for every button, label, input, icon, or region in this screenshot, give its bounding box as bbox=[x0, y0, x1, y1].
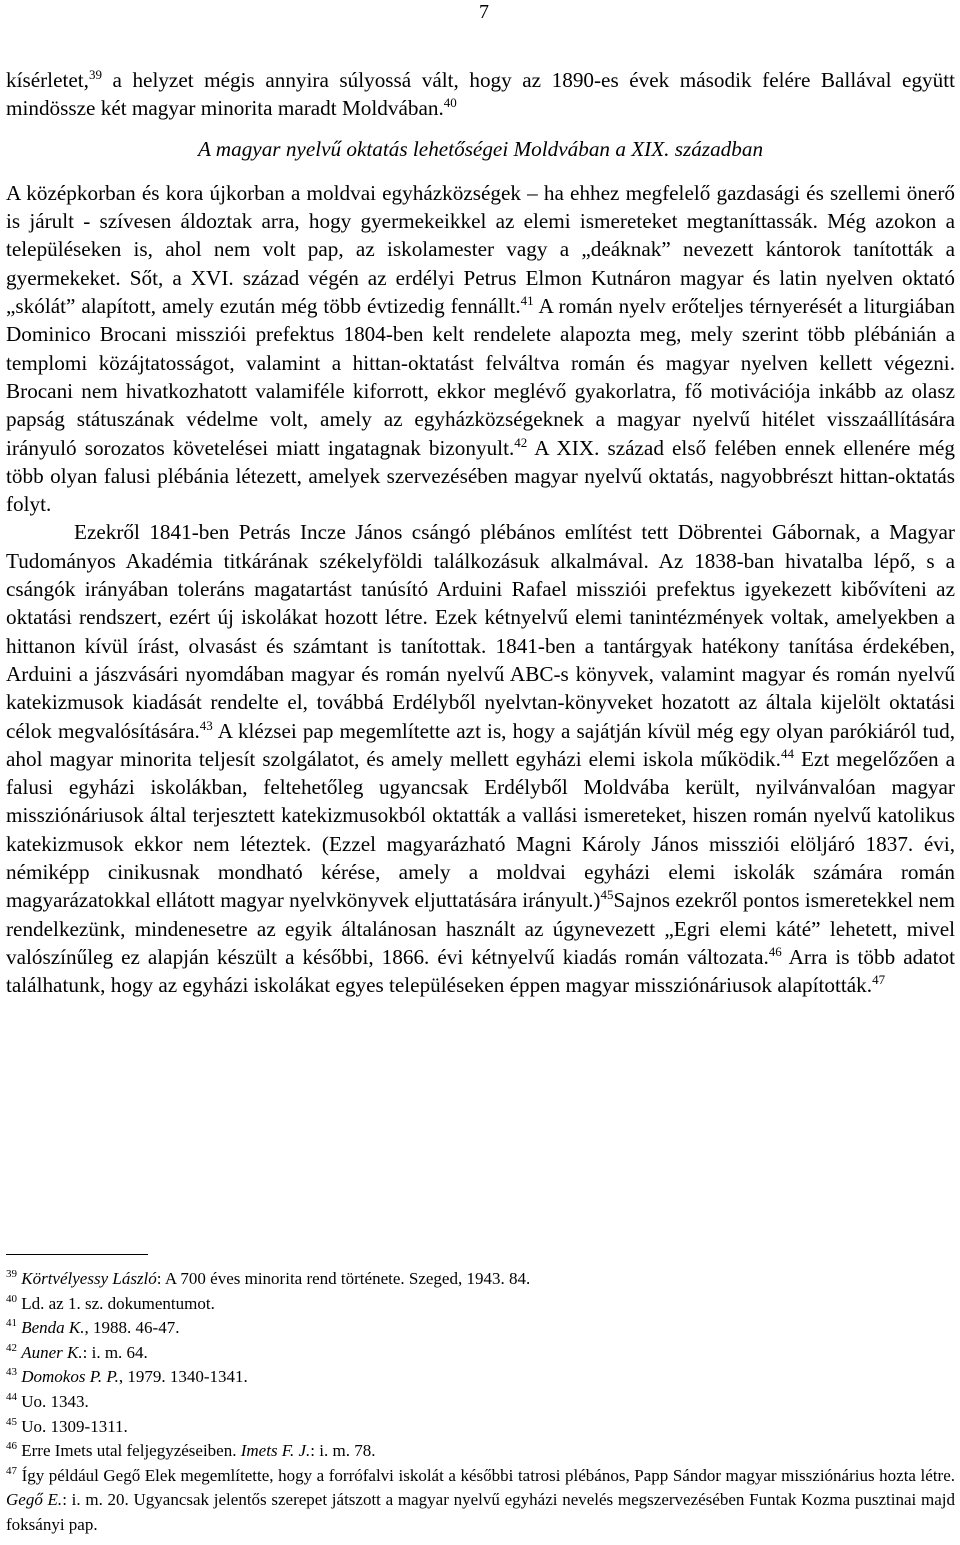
footnote-45: $^{45}$ Uo. 1309-1311. bbox=[6, 1415, 128, 1436]
footnote-40: $^{40}$ Ld. az 1. sz. dokumentumot. bbox=[6, 1292, 215, 1313]
footnote-41: $^{41}$ Benda K., 1988. 46-47. bbox=[6, 1317, 180, 1338]
footnote-ref-43[interactable]: 43 bbox=[199, 717, 213, 733]
footnote-39: $^{39}$ Körtvélyessy László: A 700 éves minorita rend története. Szeged, 1943. 84. bbox=[6, 1268, 531, 1288]
footnote-ref-42[interactable]: 42 bbox=[514, 434, 528, 450]
footnote-ref-39[interactable]: 39 bbox=[88, 67, 102, 82]
footnote-ref-46[interactable]: 46 bbox=[768, 943, 782, 959]
footnote-42: $^{42}$ Auner K.: i. m. 64. bbox=[6, 1341, 148, 1362]
footnotes bbox=[6, 1254, 955, 1538]
paragraph-intro: kísérletet,$^{39}$ a helyzet mégis annyira súlyossá vált, hogy az 1890-es évek második felére Ballával együtt mindössze két magyar minorita maradt Moldvában.$^{40}$ bbox=[6, 67, 955, 121]
paragraph-2: Ezekről 1841-ben Petrás Incze János csángó plébános említést tett Döbrentei Gábornak, a Magyar Tudományos Akadémia titkárának székelyföldi találkozásuk alkalmával. Az 1838-ban hivatalba lépő, s a csángók irányában toleráns magatartást tanúsító Arduini Rafael missziói prefektus igyekezett kibővíteni az oktatási rendszert, ezért új iskolákat hozott létre. Ezek kétnyelvű elemi tanintézmények voltak, amelyekben a hittanon kívül írást, olvasást és számtant is tanítottak. 1841-ben a tantárgyak hatékony tanítása érdekében, Arduini a jászvásári nyomdában magyar és román nyelvű ABC-s könyvek, valamint magyar és román nyelvű katekizmusok kiadását rendelte el, továbbá Erdélyből nyelvtan-könyveket hozatott az általa kijelölt oktatási célok megvalósítására.$^{43}$ A klézsei pap megemlítette azt is, hogy a sajátján kívül még egy olyan parókiáról tud, ahol magyar minorita teljesít szolgálatot, és amely mellett egyházi elemi iskola működik.$^{44}$ Ezt megelőzően a falusi egyházi iskolákban, feltehetőleg ugyancsak Erdélyből Moldvába került, nyilvánvalóan magyar missziónáriusok által terjesztett katekizmusokból oktatták a vallási ismereteket, hiszen román nyelvű katolikus katekizmusok ekkor nem léteztek. (Ezzel magyarázható Magni Károly János missziói elöljáró 1837. évi, némiképp cinikusnak mondható kérése, amely a moldvai egyházi elemi iskolák számára román magyarázatokkal ellátott magyar nyelvkönyvek eljuttatására irányult.)$^{45}$Sajnos ezekről pontos ismeretekkel nem rendelkezünk, mindenesetre az egyik általánosan használt az úgynevezett „Egri elemi káté” lehetett, mivel valószínűleg ez alapján készült a későbbi, 1866. évi kétnyelvű kiadás román változata.$^{46}$ Arra is több adatot találhatunk, hogy az egyházi iskolákat egyes településeken éppen magyar missziónáriusok alapították.$^{47}$ bbox=[6, 520, 956, 998]
footnote-ref-44[interactable]: 44 bbox=[780, 745, 794, 761]
footnote-ref-41[interactable]: 41 bbox=[520, 293, 534, 309]
paragraph-1: A középkorban és kora újkorban a moldvai egyházközségek – ha ehhez megfelelő gazdasági és szellemi önerő is járult - szívesen áldoztak arra, hogy gyermekeikkel az elemi ismereteket megtaníttassák. Még azokon a településeken is, ahol nem volt pap, az iskolamester vagy a „deáknak” nevezett kántorok tanították a gyermekeket. Sőt, a XVI. század végén az erdélyi Petrus Elmon Kutnáron magyar és latin nyelven oktató „skólát” alapított, amely ezután még több évtizedig fennállt.$^{41}$ A román nyelv erőteljes térnyerését a liturgiában Dominico Brocani missziói prefektus 1804-ben kelt rendelete alapozta meg, mely szerint több plébánián a templomi közájtatosságot, valamint a hittan-oktatást felváltva román és magyar nyelven kellett végezni. Brocani nem hivatkozhatott valamiféle kiforrott, ekkor meglévő gyakorlatra, fő motivációja inkább az olasz papság státuszának védelme volt, amely az egyházközségeknek a magyar nyelvű hitélet visszaállítására irányuló sorozatos követelései miatt ingatagnak bizonyult.$^{42}$ A XIX. század első felében ennek ellenére még több olyan falusi plébánia létezett, amelyek szervezésében magyar nyelvű oktatás, nagyobbrészt hittan-oktatás folyt. bbox=[6, 180, 956, 517]
footnote-ref-40[interactable]: 40 bbox=[443, 95, 457, 111]
footnote-ref-47[interactable]: 47 bbox=[872, 972, 886, 988]
footnote-divider bbox=[6, 1254, 148, 1255]
section-heading: A magyar nyelvű oktatás lehetőségei Moldvában a XIX. században bbox=[197, 136, 764, 161]
footnote-ref-45[interactable]: 45 bbox=[600, 887, 614, 903]
footnote-47: $^{47}$ Így például Gegő Elek megemlítette, hogy a forrófalvi iskolát a későbbi tatrosi plébános, Papp Sándor magyar missziónárius hozta létre. Gegő E.: i. m. 20. Ugyancsak jelentős szerepet játszott a magyar nyelvű egyházi nevelés megszervezésében Funtak Kozma pusztinai majd foksányi pap. bbox=[6, 1464, 955, 1534]
footnote-44: $^{44}$ Uo. 1343. bbox=[6, 1390, 89, 1411]
body-text bbox=[6, 66, 955, 1000]
footnote-43: $^{43}$ Domokos P. P., 1979. 1340-1341. bbox=[6, 1366, 248, 1387]
footnote-46: $^{46}$ Erre Imets utal feljegyzéseiben. Imets F. J.: i. m. 78. bbox=[6, 1440, 376, 1461]
page-number: 7 bbox=[479, 1, 489, 23]
